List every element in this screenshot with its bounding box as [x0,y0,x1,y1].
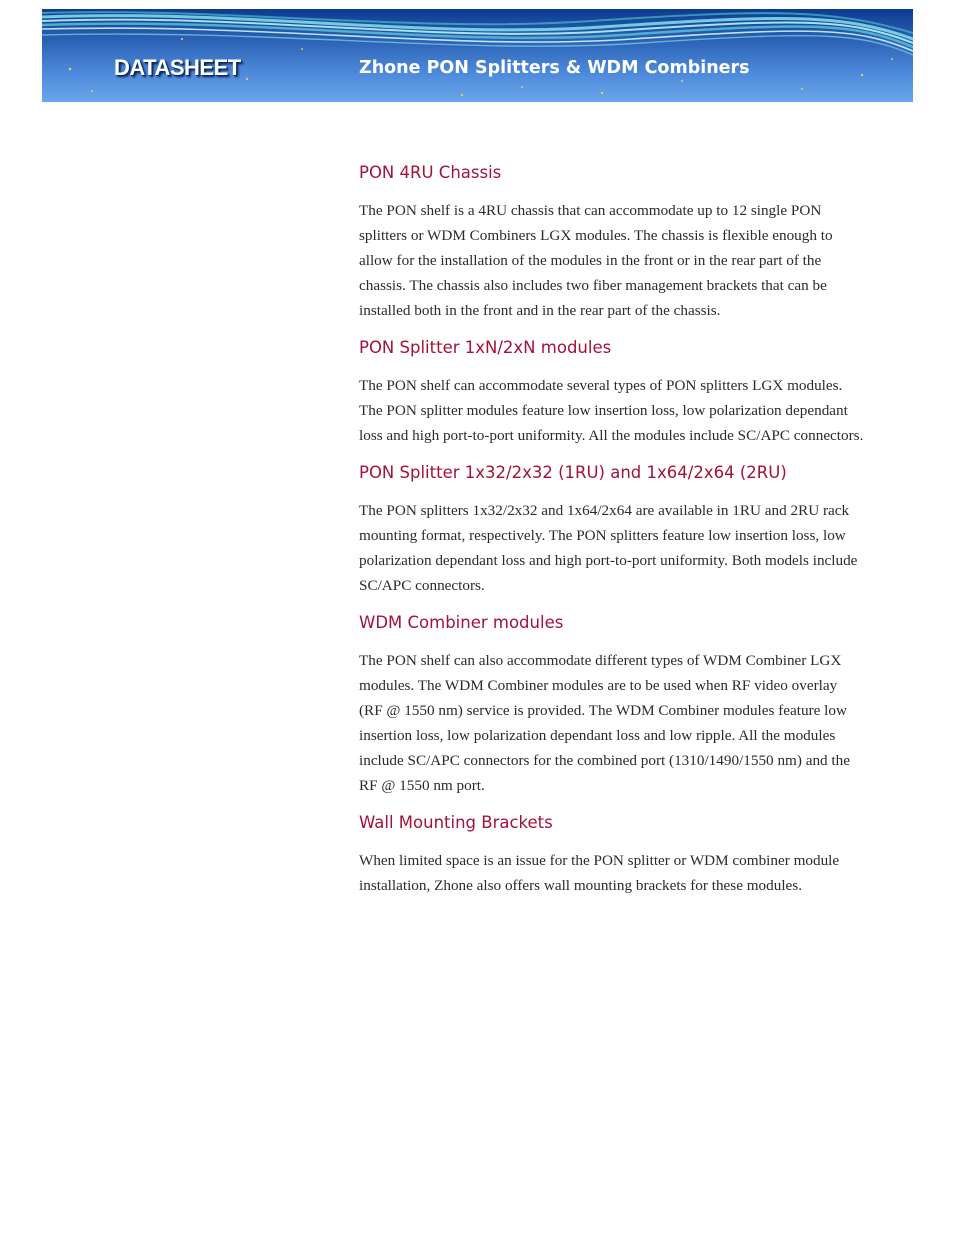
section-heading: Wall Mounting Brackets [359,813,553,832]
header-banner [42,9,913,102]
section-pon-splitter-1xn-2xn [359,337,864,448]
section-pon-4ru-chassis [359,162,864,323]
section-body: The PON shelf can also accommodate different types of WDM Combiner LGX modules. The WDM Combiner modules are to be used when RF video overlay (RF @ 1550 nm) service is provided. The WDM Combiner modules feature low insertion loss, low polarization dependant loss and low ripple. All the modules include SC/APC connectors for the combined port (1310/1490/1550 nm) and the RF @ 1550 nm port. [359,652,850,794]
section-heading: PON Splitter 1xN/2xN modules [359,338,612,357]
section-heading: PON Splitter 1x32/2x32 (1RU) and 1x64/2x64 (2RU) [359,463,787,482]
section-body: The PON shelf is a 4RU chassis that can accommodate up to 12 single PON splitters or WDM Combiners LGX modules. The chassis is flexible enough to allow for the installation of the modules in the front or in the rear part of the chassis. The chassis also includes two fiber management brackets that can be installed both in the front and in the rear part of the chassis. [359,202,833,319]
datasheet-label: DATASHEET [114,55,241,80]
section-wall-mounting-brackets [359,812,864,898]
section-wdm-combiner-modules [359,612,864,798]
main-content [359,162,864,912]
section-body: The PON shelf can accommodate several types of PON splitters LGX modules. The PON splitter modules feature low insertion loss, low polarization dependant loss and high port-to-port uniformity. All the modules include SC/APC connectors. [359,377,864,444]
section-heading: PON 4RU Chassis [359,163,502,182]
section-body: When limited space is an issue for the PON splitter or WDM combiner module installation, Zhone also offers wall mounting brackets for these modules. [359,852,840,894]
document-title: Zhone PON Splitters & WDM Combiners [359,58,750,78]
section-heading: WDM Combiner modules [359,613,564,632]
section-pon-splitter-1x32-1x64 [359,462,864,598]
section-body: The PON splitters 1x32/2x32 and 1x64/2x64 are available in 1RU and 2RU rack mounting format, respectively. The PON splitters feature low insertion loss, low polarization dependant loss and high port-to-port uniformity. Both models include SC/APC connectors. [359,502,858,594]
